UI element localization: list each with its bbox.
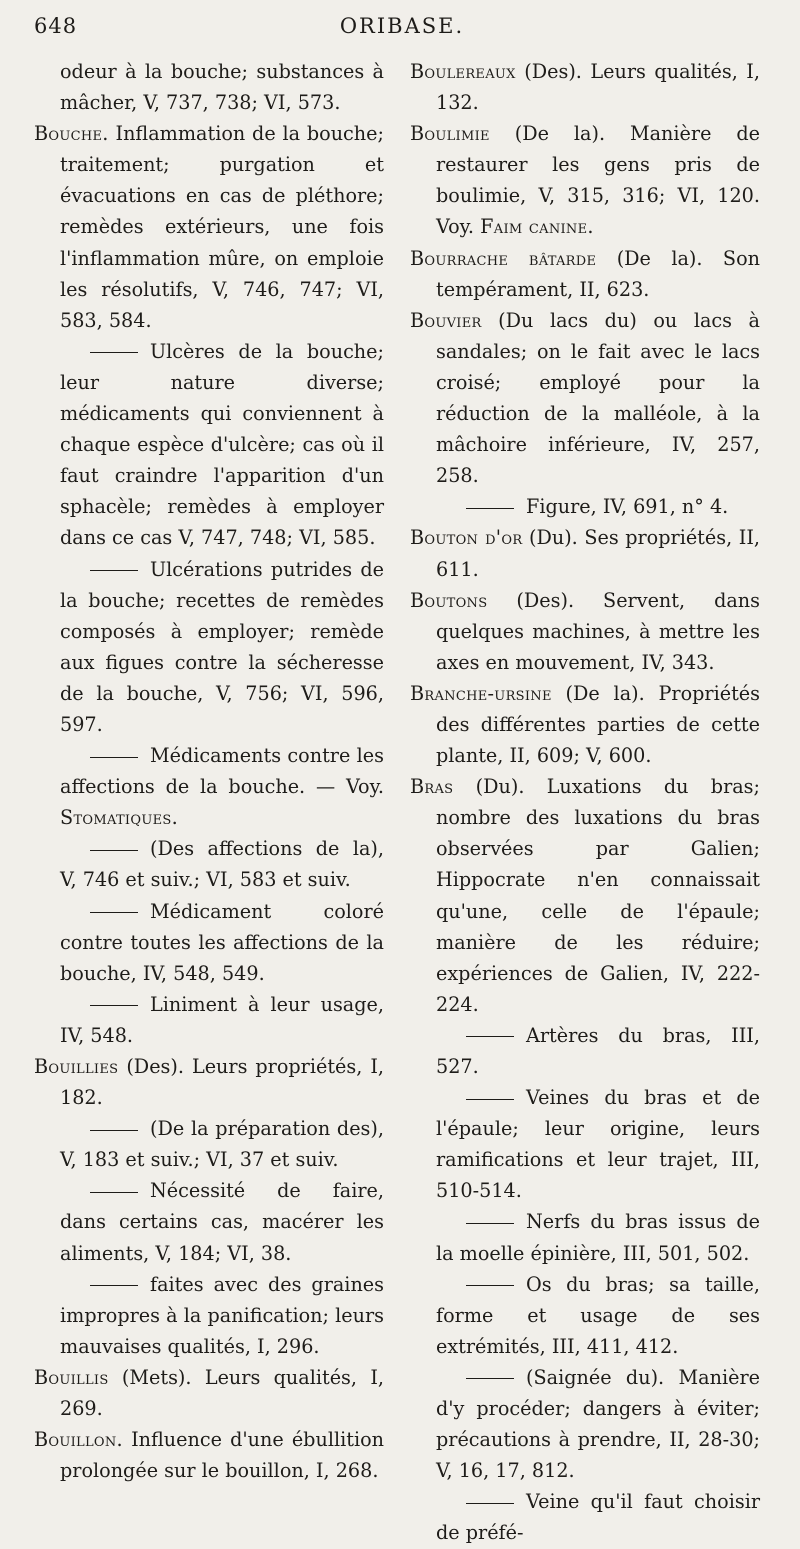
index-subentry: [34, 740, 384, 833]
index-subentry: [34, 336, 384, 554]
entry-text: (Des affections de la), V, 746 et suiv.; VI, 583 et suiv.: [60, 837, 384, 892]
entry-text: (De la). Manière de restaurer les gens pris de boulimie, V, 315, 316; VI, 120. Voy.: [436, 122, 760, 239]
entry-text: Veines du bras et de l'épaule; leur origine, leurs ramifications et leur trajet, III, 510-514.: [436, 1086, 760, 1203]
index-subentry: [34, 989, 384, 1051]
index-subentry: [34, 833, 384, 895]
index-subentry: [34, 1175, 384, 1268]
index-entry: [410, 522, 760, 584]
ditto-dash: [466, 1036, 514, 1037]
ditto-dash: [466, 1223, 514, 1224]
cross-reference: Stomatiques.: [60, 806, 178, 830]
ditto-dash: [90, 570, 138, 571]
ditto-dash: [90, 1192, 138, 1193]
entry-text: Inflammation de la bouche; traitement; purgation et évacuations en cas de pléthore; remèdes extérieurs, une fois l'inflammation mûre, on emploie les résolutifs, V, 746, 747; VI, 583, 584.: [60, 122, 384, 332]
entry-text: (De la). Son tempérament, II, 623.: [436, 246, 760, 301]
entry-text: Médicament coloré contre toutes les affections de la bouche, IV, 548, 549.: [60, 899, 384, 985]
ditto-dash: [90, 757, 138, 758]
index-entry: [34, 118, 384, 336]
entry-headword: Bouton d'or: [410, 526, 523, 550]
entry-text: (Du). Ses propriétés, II, 611.: [436, 526, 760, 581]
entry-text: Os du bras; sa taille, forme et usage de ses extrémités, III, 411, 412.: [436, 1272, 760, 1358]
index-entry: [410, 56, 760, 118]
entry-text: Influence d'une ébullition prolongée sur le bouillon, I, 268.: [60, 1428, 384, 1483]
ditto-dash: [466, 508, 514, 509]
cross-reference: Faim canine.: [480, 215, 594, 239]
index-subentry: [34, 1113, 384, 1175]
continued-entry: [34, 56, 384, 118]
entry-headword: Bouillis: [34, 1365, 109, 1389]
entry-text: (Des). Servent, dans quelques machines, à mettre les axes en mouvement, IV, 343.: [436, 588, 760, 674]
entry-headword: Bourrache bâtarde: [410, 246, 597, 270]
entry-headword: Bouche.: [34, 122, 109, 146]
index-subentry: [410, 1082, 760, 1206]
entry-text: (Des). Leurs qualités, I, 132.: [436, 60, 760, 115]
ditto-dash: [90, 850, 138, 851]
entry-text: Liniment à leur usage, IV, 548.: [60, 992, 384, 1047]
index-subentry: [34, 896, 384, 989]
entry-headword: Boulereaux: [410, 60, 516, 83]
entry-text: Nécessité de faire, dans certains cas, macérer les aliments, V, 184; VI, 38.: [60, 1179, 384, 1265]
index-entry: [410, 585, 760, 678]
index-subentry: [34, 1269, 384, 1362]
entry-headword: Bouvier: [410, 308, 482, 332]
ditto-dash: [466, 1285, 514, 1286]
index-subentry: [410, 1362, 760, 1486]
running-title: ORIBASE.: [339, 14, 465, 38]
entry-headword: Branche-ursine: [410, 681, 552, 705]
entry-text: Figure, IV, 691, n° 4.: [526, 495, 729, 519]
index-entry: [34, 1424, 384, 1486]
index-entry: [34, 1362, 384, 1424]
entry-headword: Bouillon.: [34, 1428, 123, 1452]
entry-text: (De la). Propriétés des différentes parties de cette plante, II, 609; V, 600.: [436, 681, 760, 768]
entry-text: (Des). Leurs propriétés, I, 182.: [60, 1055, 384, 1110]
entry-headword: Boulimie: [410, 122, 490, 146]
ditto-dash: [90, 1005, 138, 1006]
index-entry: [410, 678, 760, 771]
ditto-dash: [466, 1378, 514, 1379]
entry-text: (Du lacs du) ou lacs à sandales; on le fait avec le lacs croisé; employé pour la réduction de la malléole, à la mâchoire inférieure, IV, 257, 258.: [436, 308, 760, 488]
entry-text: odeur à la bouche; substances à mâcher, V, 737, 738; VI, 573.: [60, 60, 384, 115]
index-entry: [34, 1051, 384, 1113]
page-header: [34, 14, 770, 48]
index-subentry: [410, 491, 760, 522]
entry-text: (De la préparation des), V, 183 et suiv.; VI, 37 et suiv.: [60, 1117, 384, 1172]
left-column: [34, 56, 384, 1486]
ditto-dash: [90, 1130, 138, 1131]
page-number: 648: [34, 14, 78, 38]
entry-text: (Saignée du). Manière d'y procéder; dangers à éviter; précautions à prendre, II, 28-30; V, 16, 17, 812.: [436, 1365, 760, 1483]
ditto-dash: [90, 1285, 138, 1286]
entry-headword: Boutons: [410, 588, 488, 612]
entry-text: Artères du bras, III, 527.: [436, 1023, 760, 1078]
entry-text: faites avec des graines impropres à la panification; leurs mauvaises qualités, I, 296.: [60, 1272, 384, 1358]
entry-text: (Du). Luxations du bras; nombre des luxations du bras observées par Galien; Hippocrate n'en connaissait qu'une, celle de l'épaule; manière de les réduire; expériences de Galien, IV, 222-224.: [436, 775, 760, 1016]
index-subentry: [410, 1020, 760, 1082]
entry-text: Médicaments contre les affections de la bouche. — Voy.: [60, 744, 384, 799]
index-subentry: [34, 554, 384, 741]
ditto-dash: [90, 352, 138, 353]
ditto-dash: [466, 1099, 514, 1100]
ditto-dash: [466, 1503, 514, 1504]
index-entry: [410, 771, 760, 1020]
entry-text: Veine qu'il faut choisir de préfé-: [436, 1490, 760, 1545]
entry-text: Ulcères de la bouche; leur nature diverse; médicaments qui conviennent à chaque espèce d'ulcère; cas où il faut craindre l'apparition d'un sphacèle; remèdes à employer dans ce cas V, 747, 748; VI, 585.: [60, 339, 384, 550]
entry-headword: Bras: [410, 775, 454, 799]
entry-text: Nerfs du bras issus de la moelle épinière, III, 501, 502.: [436, 1210, 760, 1265]
entry-text: (Mets). Leurs qualités, I, 269.: [60, 1365, 384, 1421]
index-entry: [410, 118, 760, 242]
index-subentry: [410, 1206, 760, 1268]
index-subentry: [410, 1486, 760, 1548]
index-entry: [410, 305, 760, 492]
entry-headword: Bouillies: [34, 1055, 119, 1078]
entry-text: Ulcérations putrides de la bouche; recettes de remèdes composés à employer; remède aux figues contre la sécheresse de la bouche, V, 756; VI, 596, 597.: [60, 557, 384, 736]
right-column: [410, 56, 760, 1549]
index-entry: [410, 243, 760, 305]
index-subentry: [410, 1269, 760, 1362]
ditto-dash: [90, 912, 138, 913]
